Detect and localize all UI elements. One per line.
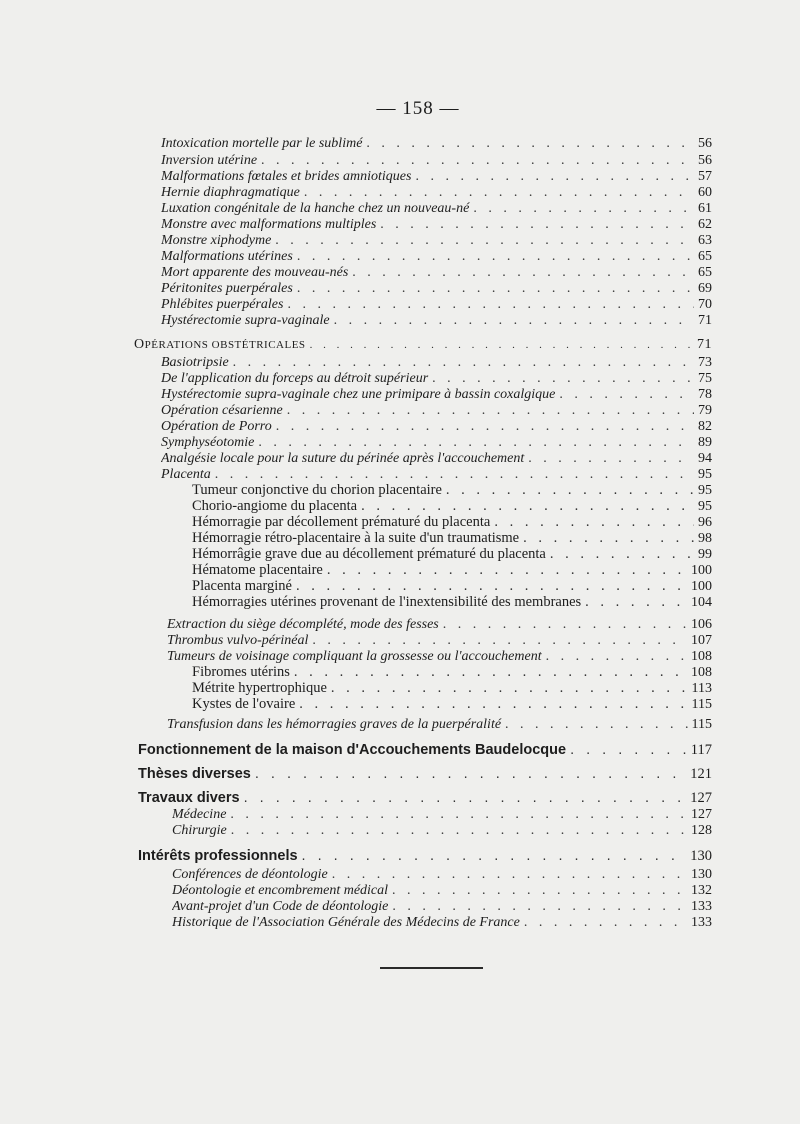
toc-entry [161, 216, 712, 233]
toc-entry [161, 152, 712, 169]
toc-entry-title: Chirurgie [172, 823, 227, 838]
toc-entry-title: Basiotripsie [161, 355, 229, 370]
toc-entry-page: 62 [698, 217, 712, 232]
toc-entry-title: Malformations utérines [161, 249, 293, 264]
dot-leader [446, 482, 694, 499]
toc-entry-title: Luxation congénitale de la hanche chez un nouveau-né [161, 201, 470, 216]
dot-leader [299, 696, 687, 713]
toc-entry-title: Symphyséotomie [161, 435, 255, 450]
dot-leader [231, 822, 687, 839]
toc-entry [167, 648, 712, 665]
toc-entry-page: 132 [691, 883, 712, 898]
toc-entry [192, 498, 712, 515]
toc-entry [161, 168, 712, 185]
toc-entry-page: 127 [690, 790, 712, 806]
toc-entry-page: 73 [698, 355, 712, 370]
toc-entry [161, 232, 712, 249]
toc-entry-page: 70 [698, 297, 712, 312]
toc-entry-title: Phlébites puerpérales [161, 297, 284, 312]
dot-leader [215, 466, 694, 483]
toc-entry-title: OPÉRATIONS OBSTÉTRICALES [134, 337, 306, 352]
toc-entry-title: Kystes de l'ovaire [192, 696, 296, 712]
toc-entry [161, 450, 712, 467]
dot-leader [528, 450, 694, 467]
toc-entry [161, 466, 712, 483]
dot-leader [415, 168, 694, 185]
dot-leader [230, 806, 687, 823]
toc-entry-title: Chorio-angiome du placenta [192, 498, 358, 514]
toc-entry-title: Avant-projet d'un Code de déontologie [172, 899, 389, 914]
toc-entry-title: Fibromes utérins [192, 664, 290, 680]
dot-leader [432, 370, 694, 387]
dot-leader [524, 914, 687, 931]
closing-rule [380, 967, 483, 969]
toc-entry [172, 822, 712, 839]
toc-entry-page: 89 [698, 435, 712, 450]
toc-entry [192, 664, 712, 681]
page-number: — 158 — [376, 98, 460, 119]
toc-entry-page: 57 [698, 169, 712, 184]
toc-entry-page: 94 [698, 451, 712, 466]
toc-entry-title: Hématome placentaire [192, 562, 323, 578]
toc-entry-title: Mort apparente des mouveau-nés [161, 265, 349, 280]
dot-leader [304, 184, 694, 201]
dot-leader [523, 530, 694, 547]
dot-leader [287, 402, 694, 419]
dot-leader [310, 337, 693, 353]
dot-leader [494, 514, 694, 531]
toc-entry-title: Hémorragie rétro-placentaire à la suite d'un traumatisme [192, 530, 520, 546]
toc-entry-title: Historique de l'Association Générale des Médecins de France [172, 915, 520, 930]
toc-entry [192, 546, 712, 563]
toc-entry-title: Hystérectomie supra-vaginale [161, 313, 330, 328]
toc-entry-page: 130 [691, 867, 712, 882]
toc-entry-title: Déontologie et encombrement médical [172, 883, 389, 898]
toc-entry-title: Opération de Porro [161, 419, 272, 434]
toc-entry [161, 354, 712, 371]
toc-entry-page: 98 [698, 531, 712, 546]
toc-entry [192, 530, 712, 547]
toc-entry [192, 562, 712, 579]
dot-leader [297, 248, 694, 265]
dot-leader [261, 152, 694, 169]
toc-entry-page: 127 [691, 807, 712, 822]
dot-leader [473, 200, 694, 217]
toc-entry-title: Transfusion dans les hémorragies graves de la puerpéralité [167, 717, 502, 732]
dot-leader [334, 312, 694, 329]
toc-entry [172, 882, 712, 899]
toc-entry-page: 71 [698, 313, 712, 328]
toc-entry [161, 135, 712, 152]
toc-entry [161, 418, 712, 435]
toc-entry [138, 740, 712, 760]
dot-leader [361, 498, 694, 515]
toc-entry-title: Péritonites puerpérales [161, 281, 293, 296]
dot-leader [312, 632, 687, 649]
toc-entry-title: Hémorragies utérines provenant de l'inextensibilité des membranes [192, 594, 582, 610]
toc-entry-page: 82 [698, 419, 712, 434]
toc-entry-title: Tumeur conjonctive du chorion placentaire [192, 482, 442, 498]
toc-entry [138, 846, 712, 866]
toc-entry-page: 100 [691, 579, 712, 594]
toc-entry-title: Extraction du siège décomplété, mode des fesses [167, 617, 439, 632]
toc-entry-page: 65 [698, 265, 712, 280]
toc-entry [161, 434, 712, 451]
toc-entry-page: 65 [698, 249, 712, 264]
toc-entry-page: 113 [691, 681, 712, 696]
toc-entry-page: 115 [691, 717, 712, 732]
toc-entry-page: 69 [698, 281, 712, 296]
dot-leader [297, 280, 694, 297]
toc-entry [192, 578, 712, 595]
toc-entry-title: Thèses diverses [138, 766, 251, 782]
dot-leader [244, 788, 687, 808]
toc-entry-title: Hémorragie par décollement prématuré du placenta [192, 514, 491, 530]
dot-leader [296, 578, 687, 595]
toc-entry-title: Monstre xiphodyme [161, 233, 272, 248]
toc-entry-page: 61 [698, 201, 712, 216]
toc-entry-page: 99 [698, 547, 712, 562]
toc-entry-page: 71 [697, 337, 712, 352]
toc-entry-title: Malformations fœtales et brides amniotiques [161, 169, 412, 184]
toc-entry-title: Placenta [161, 467, 211, 482]
dot-leader [585, 594, 687, 611]
toc-entry-page: 56 [698, 136, 712, 151]
dot-leader [559, 386, 694, 403]
toc-entry-title: De l'application du forceps au détroit supérieur [161, 371, 429, 386]
toc-entry [192, 680, 712, 697]
toc-entry-page: 60 [698, 185, 712, 200]
toc-entry [172, 866, 712, 883]
toc-entry [161, 402, 712, 419]
toc-entry [161, 184, 712, 201]
toc-entry [192, 514, 712, 531]
toc-entry-page: 117 [690, 742, 712, 758]
toc-entry-page: 100 [691, 563, 712, 578]
toc-entry [161, 370, 712, 387]
toc-entry [138, 764, 712, 784]
toc-entry-title: Hernie diaphragmatique [161, 185, 300, 200]
toc-entry [161, 248, 712, 265]
toc-entry-page: 107 [691, 633, 712, 648]
toc-entry-page: 133 [691, 915, 712, 930]
toc-entry [161, 386, 712, 403]
dot-leader [332, 866, 687, 883]
toc-entry [161, 312, 712, 329]
toc-entry-title: Intérêts professionnels [138, 848, 298, 864]
toc-entry-title: Intoxication mortelle par le sublimé [161, 136, 363, 151]
toc-entry-page: 95 [698, 467, 712, 482]
toc-entry-page: 115 [691, 697, 712, 712]
dot-leader [276, 418, 694, 435]
toc-entry-page: 133 [691, 899, 712, 914]
toc-entry-title: Placenta marginé [192, 578, 292, 594]
toc-entry-title: Monstre avec malformations multiples [161, 217, 377, 232]
toc-entry-page: 128 [691, 823, 712, 838]
dot-leader [287, 296, 694, 313]
toc-entry [167, 632, 712, 649]
dot-leader [327, 562, 687, 579]
dot-leader [380, 216, 694, 233]
toc-entry-title: Travaux divers [138, 790, 240, 806]
toc-entry [167, 616, 712, 633]
toc-entry-title: Analgésie locale pour la suture du périnée après l'accouchement [161, 451, 525, 466]
toc-entry-title: Métrite hypertrophique [192, 680, 327, 696]
toc-entry [172, 914, 712, 931]
dot-leader [258, 434, 694, 451]
toc-entry [192, 696, 712, 713]
toc-entry-page: 56 [698, 153, 712, 168]
toc-entry-page: 96 [698, 515, 712, 530]
toc-entry-title: Hystérectomie supra-vaginale chez une primipare à bassin coxalgique [161, 387, 556, 402]
dot-leader [550, 546, 694, 563]
dot-leader [392, 882, 687, 899]
toc-entry [167, 716, 712, 733]
dot-leader [392, 898, 687, 915]
toc-entry [161, 280, 712, 297]
toc-entry-page: 95 [698, 499, 712, 514]
toc-entry-title: Conférences de déontologie [172, 867, 328, 882]
dot-leader [546, 648, 687, 665]
toc-entry-page: 63 [698, 233, 712, 248]
toc-entry-page: 79 [698, 403, 712, 418]
toc-entry-page: 104 [691, 595, 712, 610]
toc-entry-title: Thrombus vulvo-périnéal [167, 633, 309, 648]
dot-leader [366, 135, 694, 152]
toc-entry-title: Tumeurs de voisinage compliquant la grossesse ou l'accouchement [167, 649, 542, 664]
dot-leader [352, 264, 694, 281]
toc-entry-page: 106 [691, 617, 712, 632]
dot-leader [275, 232, 694, 249]
toc-entry-page: 95 [698, 483, 712, 498]
toc-entry-title: Médecine [172, 807, 227, 822]
dot-leader [570, 740, 687, 760]
toc-entry-page: 121 [690, 766, 712, 782]
toc-entry-page: 78 [698, 387, 712, 402]
toc-entry [161, 296, 712, 313]
dot-leader [331, 680, 688, 697]
toc-entry [172, 898, 712, 915]
dot-leader [302, 846, 687, 866]
toc-entry-title: Inversion utérine [161, 153, 258, 168]
toc-entry-page: 108 [691, 665, 712, 680]
toc-entry-title: Fonctionnement de la maison d'Accouchements Baudelocque [138, 742, 567, 758]
dot-leader [233, 354, 694, 371]
toc-entry-title: Hémorrâgie grave due au décollement prématuré du placenta [192, 546, 546, 562]
toc-entry [134, 336, 712, 353]
toc-entry [192, 594, 712, 611]
dot-leader [294, 664, 687, 681]
toc-entry [192, 482, 712, 499]
dot-leader [505, 716, 687, 733]
toc-entry [161, 264, 712, 281]
toc-entry [138, 788, 712, 808]
toc-entry [172, 806, 712, 823]
dot-leader [443, 616, 687, 633]
toc-entry [161, 200, 712, 217]
toc-entry-page: 75 [698, 371, 712, 386]
toc-entry-title: Opération césarienne [161, 403, 283, 418]
dot-leader [255, 764, 686, 784]
toc-entry-page: 108 [691, 649, 712, 664]
toc-entry-page: 130 [690, 848, 712, 864]
